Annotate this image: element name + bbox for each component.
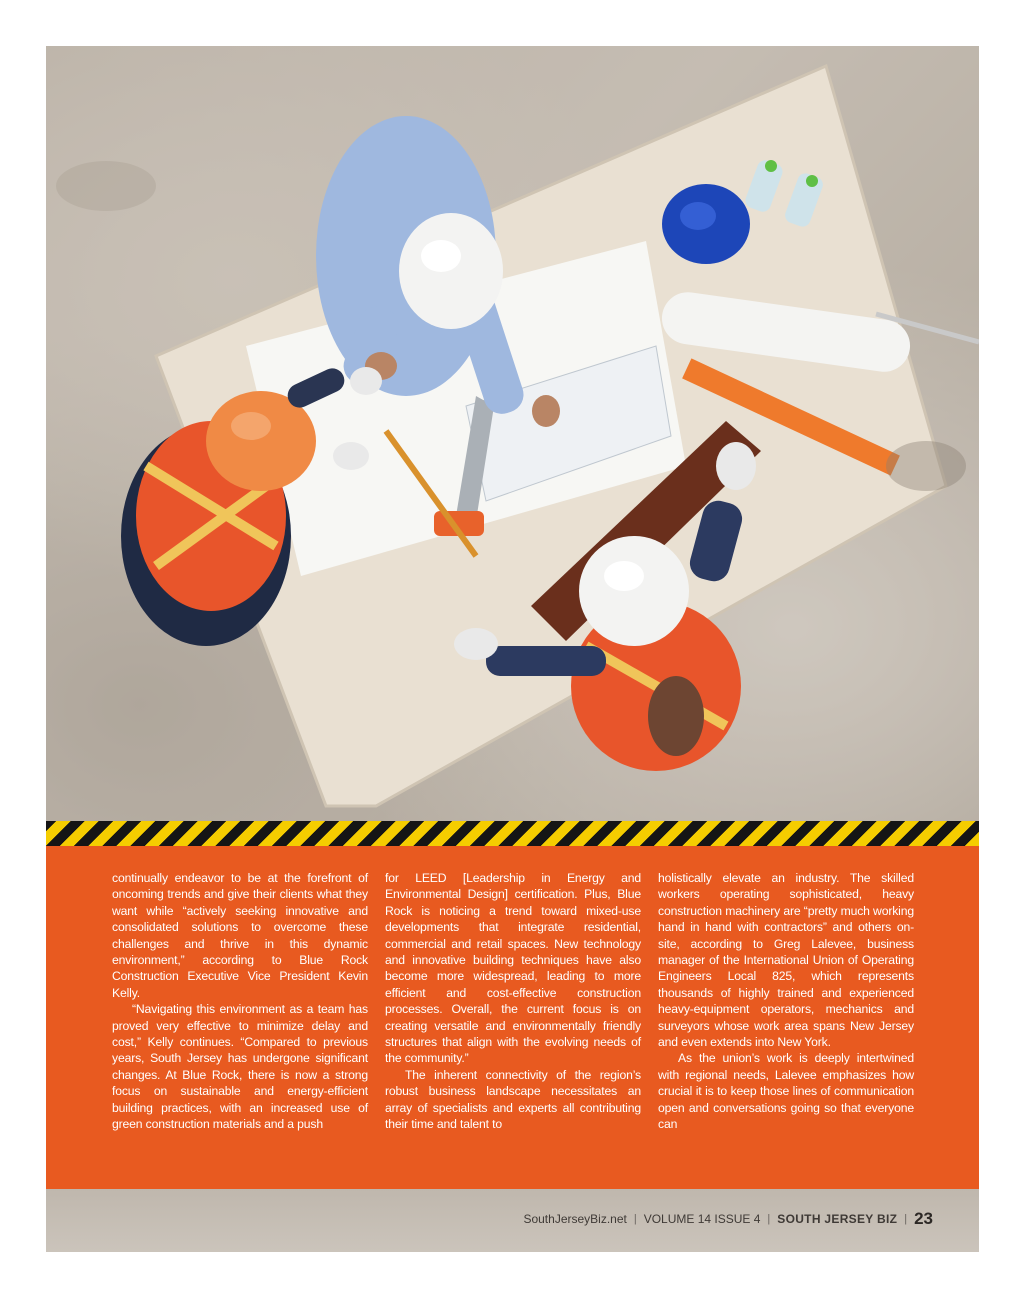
- photo-illustration: [46, 46, 979, 821]
- footer-separator: |: [904, 1213, 908, 1225]
- article-column-2: [385, 870, 641, 1133]
- footer-publication-name: SOUTH JERSEY BIZ: [777, 1212, 898, 1226]
- column-3-paragraph-2: As the union’s work is deeply intertwined with regional needs, Lalevee emphasizes how crucial it is to keep those lines of communication open and conversations going so that everyone can: [658, 1051, 914, 1132]
- footer-separator: |: [767, 1213, 771, 1225]
- footer-issue: VOLUME 14 ISSUE 4: [643, 1212, 761, 1226]
- white-hardhat-2: [579, 536, 689, 646]
- page-number: 23: [914, 1209, 933, 1228]
- magazine-page: [46, 46, 979, 1252]
- page-footer: [46, 1189, 979, 1252]
- footer-separator: |: [633, 1213, 637, 1225]
- footer-folio: [523, 1209, 933, 1229]
- column-3-paragraph-1: holistically elevate an industry. The skilled workers operating sophisticated, heavy construction machinery are “pretty much working hand in hand with contractors” and others on-site, according to Greg Lalevee, business manager of the International Union of Operating Engineers Local 825, which represents thousands of highly trained and experienced heavy-equipment operators, mechanics and surveyors whose work area spans New Jersey and even extends into New York.: [658, 871, 914, 1050]
- column-2-paragraph-2: The inherent connectivity of the region’s robust business landscape necessitates an array of specialists and experts all contributing their time and talent to: [385, 1067, 641, 1132]
- column-1-paragraph-1: continually endeavor to be at the forefront of oncoming trends and give their clients what they want while “actively seeking innovative and consolidated solutions to overcome these challenges and thrive in this dynamic environment,” according to Blue Rock Construction Executive Vice President Kevin Kelly.: [112, 871, 368, 1000]
- article-column-1: [112, 870, 368, 1133]
- article-text-panel: [46, 846, 979, 1189]
- column-1-paragraph-2: “Navigating this environment as a team has proved very effective to minimize delay and cost,” Kelly continues. “Compared to previous years, South Jersey has undergone significant changes. At Blue Rock, there is now a strong focus on sustainable and energy-efficient building practices, with an increased use of green construction materials and a push: [112, 1002, 368, 1132]
- column-2-paragraph-1: for LEED [Leadership in Energy and Environmental Design] certification. Plus, Blue Rock is noticing a trend toward mixed-use developments that integrate residential, commercial and retail spaces. New technology and innovative building techniques have also become more widespread, leading to more efficient and cost-effective construction processes. Overall, the current focus is on creating versatile and environmentally friendly structures that align with the evolving needs of the community.”: [385, 871, 641, 1066]
- white-hardhat-1: [399, 213, 503, 329]
- article-column-3: [658, 870, 914, 1133]
- hero-photo-construction-team: [46, 46, 979, 821]
- footer-website: SouthJerseyBiz.net: [523, 1212, 627, 1226]
- hazard-stripe-divider: [46, 821, 979, 846]
